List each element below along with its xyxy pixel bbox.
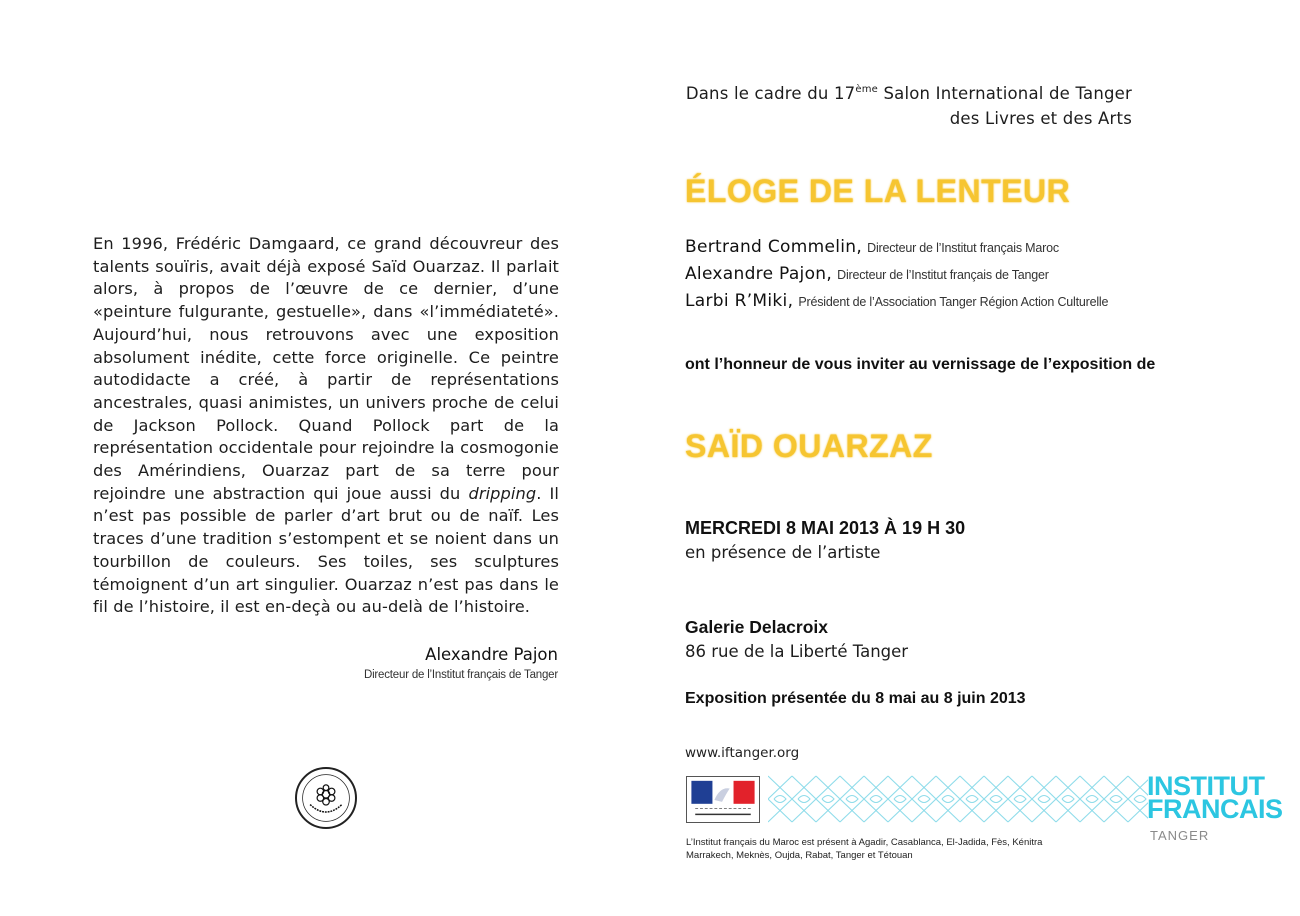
venue-name: Galerie Delacroix xyxy=(685,617,828,637)
host-item xyxy=(685,234,1108,261)
essay-body: En 1996, Frédéric Damgaard, ce grand découvreur des talents souïris, avait déjà exposé Saïd Ouarzaz. Il parlait alors, à propos de l’œuvre de ce dernier, d’une «peinture fulgurante, gestuelle», dans «l’immédiateté». Aujourd’hui, nous retrouvons avec une exposition absolument inédite, cette force originelle. Ce peintre autodidacte a créé, à partir de représentations ancestrales, quasi animistes, un univers proche de celui de Jackson Pollock. Quand Pollock part de la représentation occidentale pour rejoindre la cosmogonie des Amérindiens, Ouarzaz part de sa terre pour rejoindre une abstraction qui joue aussi du xyxy=(93,234,559,503)
invitation-line: ont l’honneur de vous inviter au vernissage de l’exposition de xyxy=(685,356,1156,373)
context-line-1: Dans le cadre du 17ème Salon International de Tanger xyxy=(685,84,1132,103)
website-link[interactable]: www.iftanger.org xyxy=(685,745,800,761)
essay-italic-term: dripping xyxy=(468,483,537,503)
host-role: Directeur de l’Institut français de Tanger xyxy=(837,268,1049,282)
host-name: Bertrand Commelin, xyxy=(685,237,863,257)
signature-role: Directeur de l’Institut français de Tanger xyxy=(363,669,558,681)
host-name: Larbi R’Miki, xyxy=(685,291,794,311)
institut-francais-logo xyxy=(1147,771,1283,824)
host-item xyxy=(685,261,1108,288)
republique-francaise-logo-icon xyxy=(686,776,760,823)
host-item xyxy=(685,288,1108,315)
signature-name: Alexandre Pajon xyxy=(425,645,558,664)
essay-paragraph xyxy=(93,233,559,619)
hosts-list xyxy=(685,234,1108,315)
decorative-pattern-icon xyxy=(768,774,1148,824)
if-city-label: TANGER xyxy=(1150,828,1210,843)
if-logo-line-2: FRANCAIS xyxy=(1147,794,1283,824)
galerie-delacroix-stamp-icon xyxy=(295,767,357,829)
event-context xyxy=(686,77,1132,131)
network-footnote: L’Institut français du Maroc est présent à Agadir, Casablanca, El-Jadida, Fès, Kénitra Marrakech, Meknès, Oujda, Rabat, Tanger et Tétouan xyxy=(686,837,1043,861)
venue-address: 86 rue de la Liberté Tanger xyxy=(685,642,909,661)
presence-note: en présence de l’artiste xyxy=(685,543,881,562)
host-role: Président de l’Association Tanger Région Action Culturelle xyxy=(798,295,1109,309)
if-logo-line-1: INSTITUT xyxy=(1147,771,1265,801)
host-role: Directeur de l’Institut français Maroc xyxy=(867,241,1059,255)
exhibition-period: Exposition présentée du 8 mai au 8 juin 2013 xyxy=(685,690,1026,707)
artist-name: SAÏD OUARZAZ xyxy=(685,428,933,464)
exhibition-title: ÉLOGE DE LA LENTEUR xyxy=(685,173,1071,209)
host-name: Alexandre Pajon, xyxy=(685,264,833,284)
essay-text xyxy=(93,233,559,619)
event-date: MERCREDI 8 MAI 2013 À 19 H 30 xyxy=(685,518,966,538)
essay-body-end: . Il n’est pas possible de parler d’art brut ou de naïf. Les traces d’une tradition s’estompent et se noient dans un tourbillon de couleurs. Ses toiles, ses sculptures témoignent d’un art singulier. Ouarzaz n’est pas dans le fil de l’histoire, il est en-deçà ou au-delà de l’histoire. xyxy=(93,483,559,617)
context-line-2: des Livres et des Arts xyxy=(949,109,1132,128)
